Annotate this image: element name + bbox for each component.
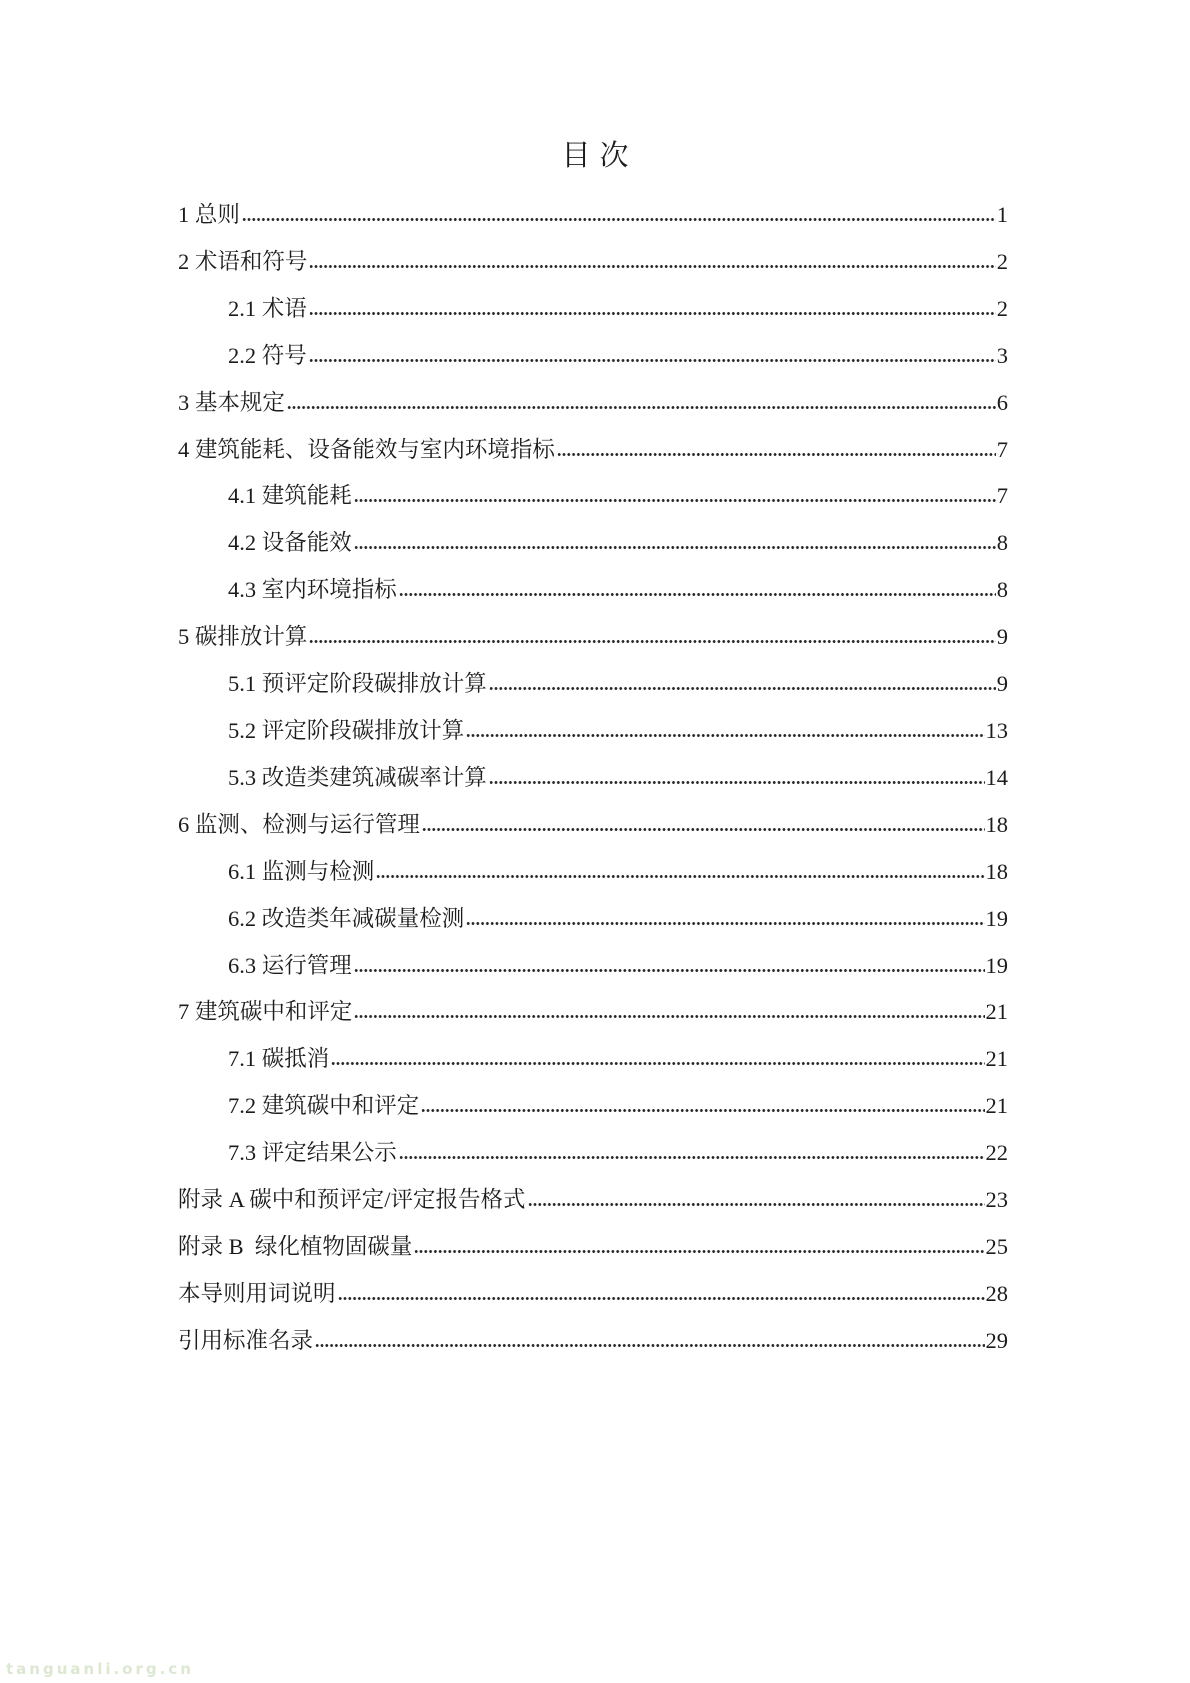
page-title: 目次	[561, 140, 638, 172]
toc-entry-label: 本导则用词说明	[178, 1280, 336, 1306]
dot-leader	[489, 780, 985, 785]
toc-entry[interactable]	[178, 708, 1008, 755]
toc-entry[interactable]	[178, 849, 1008, 896]
toc-entry-label: 7.1 碳抵消	[228, 1046, 330, 1072]
toc-entry-label: 5.3 改造类建筑减碳率计算	[228, 764, 487, 790]
toc-entry-label: 7.3 评定结果公示	[228, 1140, 397, 1166]
toc-entry-page: 22	[985, 1140, 1008, 1166]
toc-entry-label: 6.3 运行管理	[228, 952, 352, 978]
toc-entry[interactable]	[178, 989, 1008, 1036]
toc-entry-label: 4.3 室内环境指标	[228, 577, 397, 603]
dot-leader	[376, 874, 984, 879]
toc-entry-page: 7	[996, 436, 1008, 462]
toc-entry-page: 21	[985, 1093, 1008, 1119]
dot-leader	[242, 217, 996, 222]
dot-leader	[309, 639, 995, 644]
toc-entry-page: 9	[996, 624, 1008, 650]
dot-leader	[489, 686, 996, 691]
toc-entry[interactable]	[178, 473, 1008, 520]
dot-leader	[354, 498, 996, 503]
toc-entry-label: 6 监测、检测与运行管理	[178, 811, 420, 837]
toc-entry-page: 18	[985, 811, 1008, 837]
toc-entry[interactable]	[178, 1271, 1008, 1318]
dot-leader	[354, 545, 996, 550]
toc-entry-page: 3	[996, 342, 1008, 368]
toc-entry[interactable]	[178, 286, 1008, 333]
toc-entry-page: 23	[985, 1187, 1008, 1213]
toc-list	[178, 192, 1008, 1365]
toc-entry-label: 附录 B 绿化植物固碳量	[178, 1233, 413, 1259]
toc-entry[interactable]	[178, 755, 1008, 802]
dot-leader	[354, 968, 985, 973]
toc-entry-page: 19	[985, 952, 1008, 978]
dot-leader	[528, 1202, 985, 1207]
dot-leader	[315, 1343, 984, 1348]
toc-entry[interactable]	[178, 1036, 1008, 1083]
toc-entry-label: 附录 A 碳中和预评定/评定报告格式	[178, 1187, 526, 1213]
toc-entry-page: 19	[985, 905, 1008, 931]
toc-entry[interactable]	[178, 427, 1008, 474]
toc-entry[interactable]	[178, 1083, 1008, 1130]
toc-entry-page: 14	[985, 764, 1008, 790]
dot-leader	[354, 1014, 984, 1019]
dot-leader	[309, 358, 996, 363]
toc-entry-label: 3 基本规定	[178, 389, 285, 415]
toc-entry[interactable]	[178, 520, 1008, 567]
toc-entry[interactable]	[178, 333, 1008, 380]
toc-entry-label: 4.1 建筑能耗	[228, 483, 352, 509]
toc-entry-page: 21	[985, 1046, 1008, 1072]
toc-entry-page: 7	[996, 483, 1008, 509]
toc-entry[interactable]	[178, 943, 1008, 990]
dot-leader	[331, 1061, 984, 1066]
dot-leader	[399, 592, 996, 597]
dot-leader	[557, 452, 996, 457]
toc-entry[interactable]	[178, 896, 1008, 943]
toc-entry[interactable]	[178, 567, 1008, 614]
toc-entry[interactable]	[178, 380, 1008, 427]
toc-entry-page: 18	[985, 858, 1008, 884]
watermark: tanguanli.org.cn	[6, 1660, 194, 1678]
toc-entry-page: 21	[985, 999, 1008, 1025]
toc-entry-label: 5.1 预评定阶段碳排放计算	[228, 671, 487, 697]
toc-entry-label: 6.2 改造类年减碳量检测	[228, 905, 465, 931]
dot-leader	[414, 1249, 984, 1254]
toc-entry-page: 8	[996, 577, 1008, 603]
toc-entry-page: 28	[985, 1280, 1008, 1306]
toc-entry[interactable]	[178, 802, 1008, 849]
toc-entry-page: 25	[985, 1233, 1008, 1259]
toc-entry-label: 7 建筑碳中和评定	[178, 999, 353, 1025]
toc-entry-page: 2	[996, 295, 1008, 321]
dot-leader	[466, 921, 984, 926]
toc-entry-label: 2.1 术语	[228, 295, 307, 321]
toc-entry[interactable]	[178, 1130, 1008, 1177]
dot-leader	[309, 264, 995, 269]
toc-entry[interactable]	[178, 192, 1008, 239]
toc-entry-label: 4.2 设备能效	[228, 530, 352, 556]
toc-entry-page: 8	[996, 530, 1008, 556]
toc-entry[interactable]	[178, 1224, 1008, 1271]
toc-entry-page: 29	[985, 1327, 1008, 1353]
toc-entry[interactable]	[178, 614, 1008, 661]
toc-entry-label: 2 术语和符号	[178, 248, 308, 274]
toc-entry-label: 5.2 评定阶段碳排放计算	[228, 717, 465, 743]
toc-entry-label: 2.2 符号	[228, 342, 307, 368]
toc-entry-page: 13	[985, 717, 1008, 743]
dot-leader	[309, 311, 996, 316]
dot-leader	[399, 1155, 985, 1160]
toc-entry[interactable]	[178, 239, 1008, 286]
dot-leader	[338, 1296, 985, 1301]
dot-leader	[422, 827, 985, 832]
toc-entry-label: 6.1 监测与检测	[228, 858, 375, 884]
toc-entry[interactable]	[178, 1177, 1008, 1224]
toc-entry-label: 5 碳排放计算	[178, 624, 308, 650]
toc-entry-page: 1	[996, 202, 1008, 227]
toc-entry-page: 9	[996, 671, 1008, 697]
toc-entry-page: 6	[996, 389, 1008, 415]
toc-entry-label: 7.2 建筑碳中和评定	[228, 1093, 420, 1119]
toc-entry-page: 2	[996, 248, 1008, 274]
toc-entry-label: 引用标准名录	[178, 1327, 314, 1353]
dot-leader	[287, 405, 996, 410]
toc-entry-label: 4 建筑能耗、设备能效与室内环境指标	[178, 436, 555, 462]
toc-entry[interactable]	[178, 1318, 1008, 1365]
toc-entry[interactable]	[178, 661, 1008, 708]
dot-leader	[421, 1108, 984, 1113]
dot-leader	[466, 733, 984, 738]
toc-entry-label: 1 总则	[178, 202, 240, 227]
